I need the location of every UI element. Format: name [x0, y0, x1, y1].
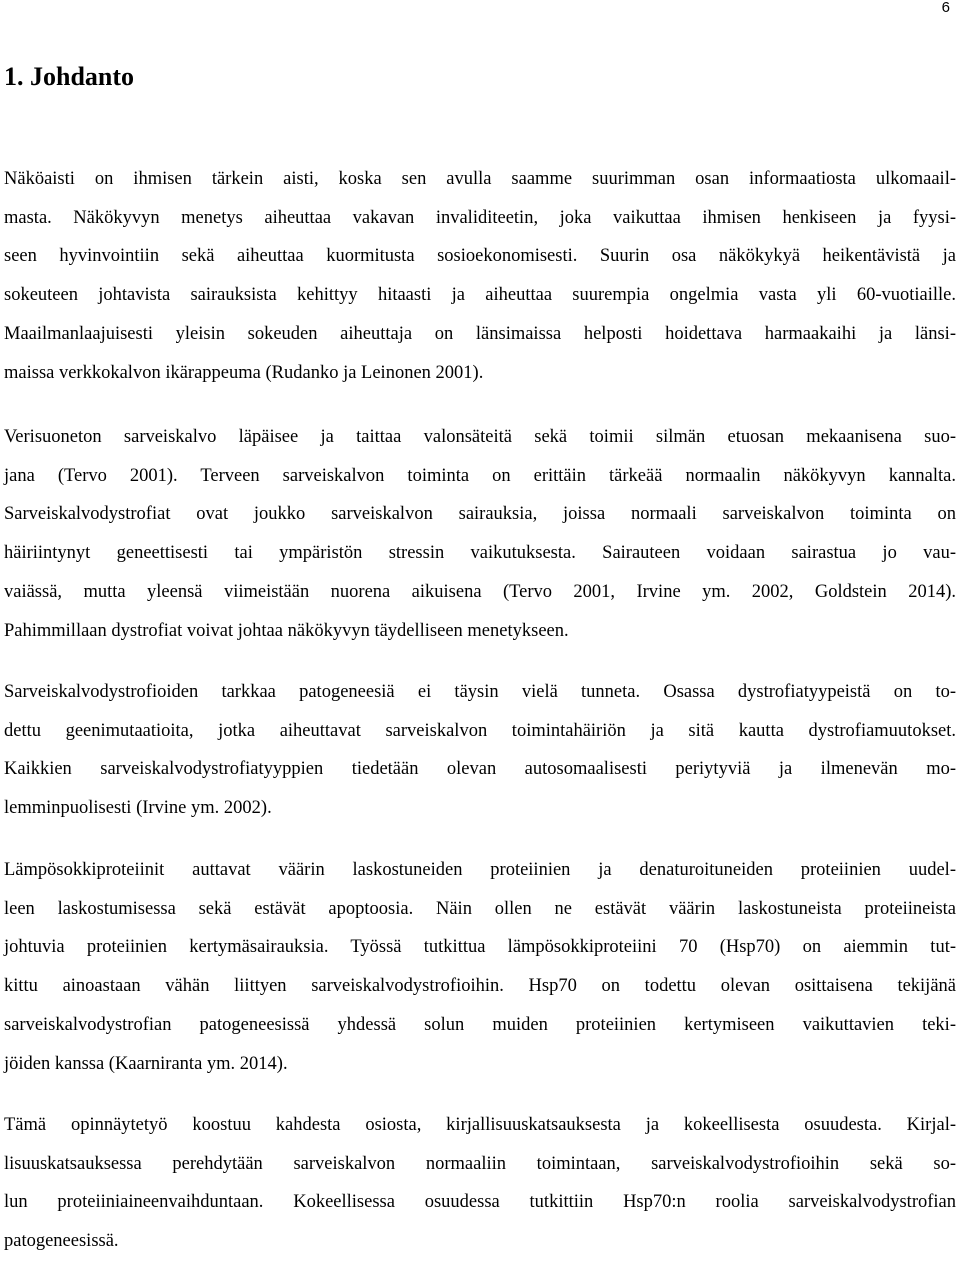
text-line: seen hyvinvointiin sekä aiheuttaa kuormitusta sosioekonomisesti. Suurin osa näkökykyä heikentävistä ja: [4, 246, 956, 267]
text-line: patogeneesissä.: [4, 1231, 119, 1252]
text-line: sokeuteen johtavista sairauksista kehittyy hitaasti ja aiheuttaa suurempia ongelmia vasta yli 60-vuotiaille.: [4, 285, 956, 306]
text-line: maissa verkkokalvon ikärappeuma (Rudanko ja Leinonen 2001).: [4, 362, 484, 383]
text-line: Näköaisti on ihmisen tärkein aisti, koska sen avulla saamme suurimman osan informaatiosta ulkomaail-: [4, 169, 956, 189]
text-line: Sarveiskalvodystrofioiden tarkkaa patogeneesiä ei täysin vielä tunneta. Osassa dystrofiatyypeistä on to-: [4, 682, 956, 702]
text-line: johtuvia proteiinien kertymäsairauksia. Työssä tutkittua lämpösokkiproteiini 70 (Hsp70) on aiemmin tut-: [4, 937, 956, 958]
text-line: masta. Näkökyvyn menetys aiheuttaa vakavan invaliditeetin, joka vaikuttaa ihmisen henkiseen ja fyysi-: [4, 207, 956, 228]
paragraph-heat-shock-proteins: [4, 851, 956, 1083]
text-line: Pahimmillaan dystrofiat voivat johtaa näkökyvyn täydelliseen menetykseen.: [4, 620, 569, 641]
text-line: sarveiskalvodystrofian patogeneesissä yhdessä solun muiden proteiinien kertymiseen vaikuttavien teki-: [4, 1014, 956, 1035]
text-line: lisuuskatsauksessa perehdytään sarveiskalvon normaaliin toimintaan, sarveiskalvodystrofioihin sekä so-: [4, 1153, 956, 1174]
paragraph-pathogenesis: [4, 673, 956, 828]
paragraph-intro-vision: [4, 160, 956, 392]
text-line: Verisuoneton sarveiskalvo läpäisee ja taittaa valonsäteitä sekä toimii silmän etuosan mekaanisena suo-: [4, 427, 956, 447]
text-line: Kaikkien sarveiskalvodystrofiatyyppien tiedetään olevan autosomaalisesti periytyviä ja ilmenevän mo-: [4, 759, 956, 780]
text-line: leen laskostumisessa sekä estävät apoptoosia. Näin ollen ne estävät väärin laskostuneista proteiineista: [4, 898, 956, 919]
text-line: Tämä opinnäytetyö koostuu kahdesta osiosta, kirjallisuuskatsauksesta ja kokeellisesta osuudesta. Kirjal-: [4, 1115, 956, 1135]
text-line: lemminpuolisesti (Irvine ym. 2002).: [4, 798, 272, 819]
paragraph-thesis-structure: [4, 1106, 956, 1261]
paragraph-cornea: [4, 418, 956, 650]
text-line: vaiässä, mutta yleensä viimeistään nuorena aikuisena (Tervo 2001, Irvine ym. 2002, Goldstein 2014).: [4, 581, 956, 602]
section-heading: 1. Johdanto: [4, 62, 135, 91]
text-line: Lämpösokkiproteiinit auttavat väärin laskostuneiden proteiinien ja denaturoituneiden proteiinien uudel-: [4, 860, 956, 880]
text-line: Sarveiskalvodystrofiat ovat joukko sarveiskalvon sairauksia, joissa normaali sarveiskalvon toiminta on: [4, 504, 956, 525]
text-line: lun proteiiniaineenvaihduntaan. Kokeellisessa osuudessa tutkittiin Hsp70:n roolia sarveiskalvodystrofian: [4, 1192, 956, 1213]
text-line: Maailmanlaajuisesti yleisin sokeuden aiheuttaja on länsimaissa helposti hoidettava harmaakaihi ja länsi-: [4, 323, 956, 344]
page-number: 6: [941, 0, 950, 16]
text-line: jöiden kanssa (Kaarniranta ym. 2014).: [4, 1053, 288, 1074]
text-line: dettu geenimutaatioita, jotka aiheuttavat sarveiskalvon toimintahäiriön ja sitä kautta dystrofiamuutokset.: [4, 720, 956, 741]
text-line: kittu ainoastaan vähän liittyen sarveiskalvodystrofioihin. Hsp70 on todettu olevan osittaisena tekijänä: [4, 976, 956, 997]
text-line: häiriintynyt geneettisesti tai ympäristön stressin vaikutuksesta. Sairauteen voidaan sairastua jo vau-: [4, 543, 956, 564]
text-line: jana (Tervo 2001). Terveen sarveiskalvon toiminta on erittäin tärkeää normaalin näkökyvyn kannalta.: [4, 465, 956, 486]
